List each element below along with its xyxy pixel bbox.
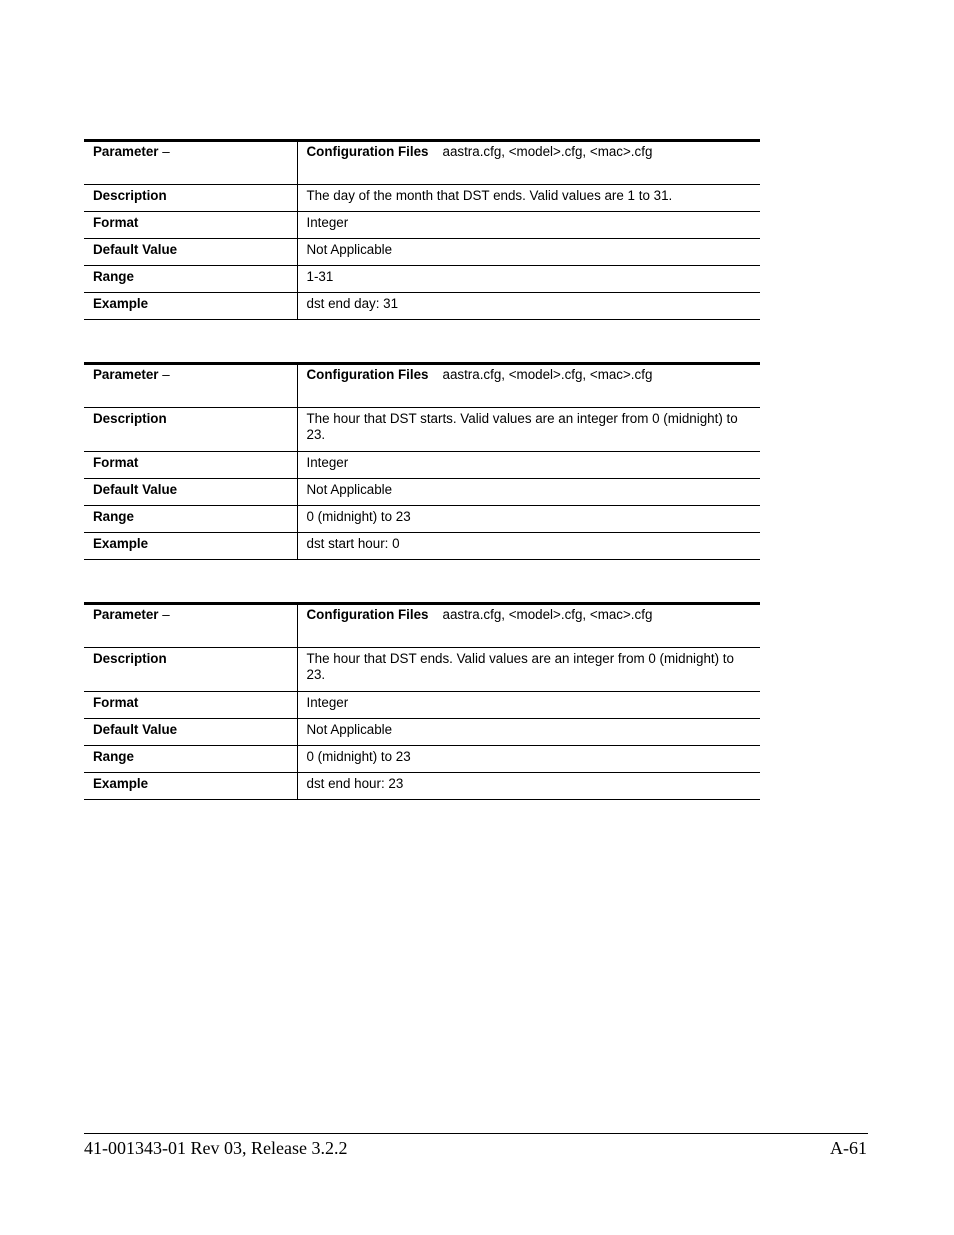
row-value: dst end hour: 23 — [297, 773, 760, 800]
row-value: 0 (midnight) to 23 — [297, 506, 760, 533]
parameter-table-dst-end-hour — [84, 602, 760, 800]
row-label: Description — [84, 408, 297, 452]
row-value: Not Applicable — [297, 719, 760, 746]
row-value: dst start hour: 0 — [297, 533, 760, 560]
table-header-row — [84, 141, 760, 185]
table-row — [84, 506, 760, 533]
parameter-cell: Parameter – — [84, 141, 297, 185]
row-label: Example — [84, 293, 297, 320]
row-label: Default Value — [84, 719, 297, 746]
parameter-cell: Parameter – — [84, 604, 297, 648]
footer-divider — [84, 1133, 868, 1134]
parameter-cell: Parameter – — [84, 364, 297, 408]
row-value: The day of the month that DST ends. Valid values are 1 to 31. — [297, 185, 760, 212]
row-label: Description — [84, 648, 297, 692]
row-label: Default Value — [84, 479, 297, 506]
footer-doc-id: 41-001343-01 Rev 03, Release 3.2.2 — [84, 1138, 348, 1158]
row-label: Range — [84, 266, 297, 293]
table-row — [84, 408, 760, 452]
row-label: Default Value — [84, 239, 297, 266]
row-value: Not Applicable — [297, 479, 760, 506]
parameter-table-dst-start-hour — [84, 362, 760, 560]
table-row — [84, 212, 760, 239]
table-row — [84, 452, 760, 479]
row-label: Range — [84, 746, 297, 773]
row-value: Integer — [297, 212, 760, 239]
table-row — [84, 239, 760, 266]
config-files-cell: Configuration Files aastra.cfg, <model>.cfg, <mac>.cfg — [297, 364, 760, 408]
row-value: Integer — [297, 692, 760, 719]
row-value: Not Applicable — [297, 239, 760, 266]
footer-page-number: A-61 — [830, 1138, 867, 1158]
row-label: Format — [84, 692, 297, 719]
table-row — [84, 293, 760, 320]
row-label: Description — [84, 185, 297, 212]
config-files-cell: Configuration Files aastra.cfg, <model>.cfg, <mac>.cfg — [297, 141, 760, 185]
table-row — [84, 266, 760, 293]
table-row — [84, 479, 760, 506]
parameter-table-dst-end-day — [84, 139, 760, 320]
config-files-cell: Configuration Files aastra.cfg, <model>.cfg, <mac>.cfg — [297, 604, 760, 648]
table-row — [84, 692, 760, 719]
table-row — [84, 185, 760, 212]
row-label: Format — [84, 212, 297, 239]
table-row — [84, 773, 760, 800]
table-header-row — [84, 604, 760, 648]
row-value: 0 (midnight) to 23 — [297, 746, 760, 773]
row-value: 1-31 — [297, 266, 760, 293]
table-row — [84, 719, 760, 746]
table-header-row — [84, 364, 760, 408]
row-label: Format — [84, 452, 297, 479]
row-label: Example — [84, 533, 297, 560]
row-value: Integer — [297, 452, 760, 479]
row-label: Range — [84, 506, 297, 533]
row-label: Example — [84, 773, 297, 800]
row-value: The hour that DST starts. Valid values are an integer from 0 (midnight) to 23. — [297, 408, 760, 452]
table-row — [84, 533, 760, 560]
row-value: The hour that DST ends. Valid values are an integer from 0 (midnight) to 23. — [297, 648, 760, 692]
row-value: dst end day: 31 — [297, 293, 760, 320]
table-row — [84, 648, 760, 692]
table-row — [84, 746, 760, 773]
